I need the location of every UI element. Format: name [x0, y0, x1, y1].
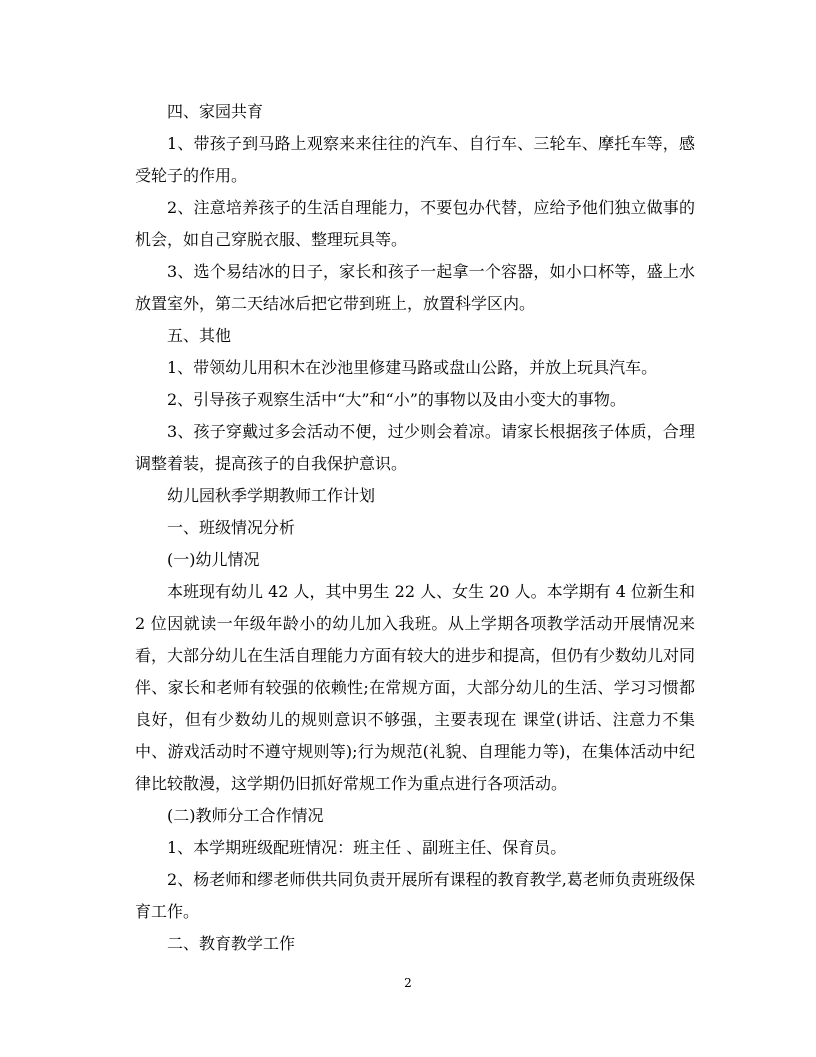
section-heading-teaching: 二、教育教学工作 — [167, 934, 296, 953]
section-heading-other: 五、其他 — [167, 326, 232, 345]
subsection-heading-children: (一)幼儿情况 — [167, 550, 260, 569]
paragraph-item: 2、杨老师和缪老师供共同负责开展所有课程的教育教学,葛老师负责班级保育工作。 — [135, 870, 695, 921]
paragraph-item: 2、注意培养孩子的生活自理能力，不要包办代替，应给予他们独立做事的机会，如自己穿脱衣服、整理玩具等。 — [135, 198, 695, 249]
paragraph-item: 3、孩子穿戴过多会活动不便，过少则会着凉。请家长根据孩子体质，合理调整着装，提高孩子的自我保护意识。 — [135, 422, 695, 473]
section-heading-class-analysis: 一、班级情况分析 — [167, 518, 296, 537]
document-title: 幼儿园秋季学期教师工作计划 — [167, 486, 376, 505]
document-body — [135, 96, 695, 960]
section-heading-home-school: 四、家园共育 — [167, 102, 264, 121]
paragraph-item: 2、引导孩子观察生活中“大”和“小”的事物以及由小变大的事物。 — [167, 390, 626, 409]
subsection-heading-teachers: (二)教师分工合作情况 — [167, 806, 324, 825]
paragraph-item: 1、带领幼儿用积木在沙池里修建马路或盘山公路，并放上玩具汽车。 — [167, 358, 658, 377]
paragraph-item: 1、本学期班级配班情况：班主任 、副班主任、保育员。 — [167, 838, 567, 857]
paragraph-item: 1、带孩子到马路上观察来来往往的汽车、自行车、三轮车、摩托车等，感受轮子的作用。 — [135, 134, 695, 185]
paragraph-item: 本班现有幼儿 42 人，其中男生 22 人、女生 20 人。本学期有 4 位新生和 2 位因就读一年级年龄小的幼儿加入我班。从上学期各项教学活动开展情况来看，大部分幼儿在生活自理能力方面有较大的进步和提高，但仍有少数幼儿对同伴、家长和老师有较强的依赖性;在常规方面，大部分幼儿的生活、学习习惯都良好，但有少数幼儿的规则意识不够强，主要表现在 课堂(讲话、注意力不集中、游戏活动时不遵守规则等);行为规范(礼貌、自理能力等)，在集体活动中纪律比较散漫，这学期仍旧抓好常规工作为重点进行各项活动。 — [135, 582, 696, 793]
page-number: 2 — [404, 976, 412, 990]
paragraph-item: 3、选个易结冰的日子，家长和孩子一起拿一个容器，如小口杯等，盛上水放置室外，第二天结冰后把它带到班上，放置科学区内。 — [135, 262, 695, 313]
